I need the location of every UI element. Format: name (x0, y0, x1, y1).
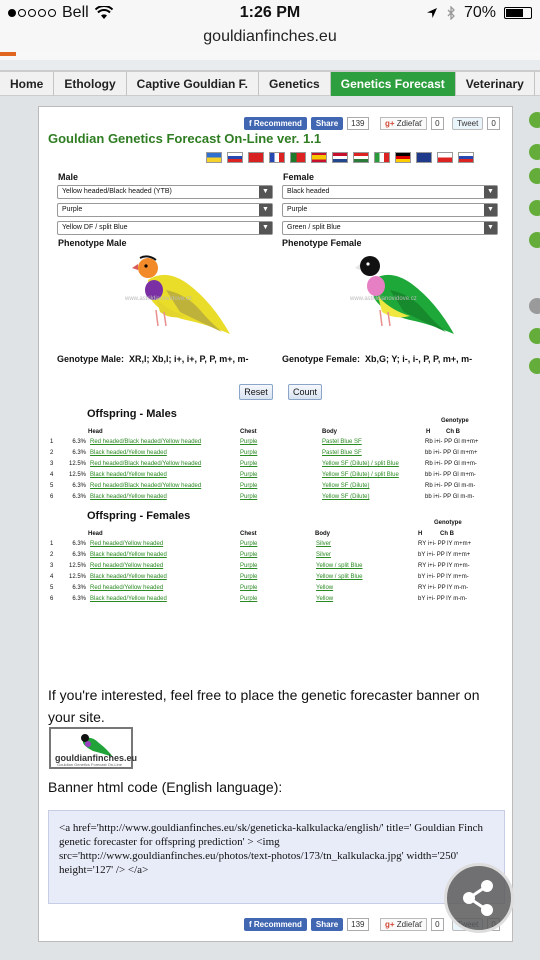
location-arrow-icon (426, 7, 438, 19)
row-genotype: RY i+i- PP lY m+m+ (418, 541, 472, 547)
flag-hungary-icon[interactable] (353, 152, 369, 163)
chevron-down-icon: ▼ (484, 204, 497, 216)
female-head-select[interactable]: Black headed ▼ (282, 185, 498, 199)
row-number: 1 (50, 541, 54, 547)
flag-turkey-icon[interactable] (248, 152, 264, 163)
row-chest[interactable]: Purple (240, 585, 258, 591)
male-head-select[interactable]: Yellow headed/Black headed (YTB) ▼ (57, 185, 273, 199)
banner-code-box[interactable]: <a href='http://www.gouldianfinches.eu/sk/geneticka-kalkulacka/english/' title=' Gouldian Finch genetic forecaster for offspring prediction' > <img src='http://www.gouldianfinches.eu/photos/text-photos/173/tn_kalkulacka.jpg' width='250' height='127' /> </a> (48, 810, 505, 904)
row-head[interactable]: Black headed/Yellow headed (90, 574, 167, 580)
row-body[interactable]: Yellow (316, 596, 334, 602)
row-number: 3 (50, 461, 54, 467)
body-header: Body (322, 429, 337, 435)
flag-italy-icon[interactable] (374, 152, 390, 163)
flag-spain-icon[interactable] (311, 152, 327, 163)
row-percent: 6.3% (72, 494, 86, 500)
row-number: 6 (50, 596, 54, 602)
row-chest[interactable]: Purple (240, 483, 258, 489)
row-percent: 12.5% (68, 563, 86, 569)
row-genotype: RY i+i- PP lY m-m- (418, 585, 469, 591)
row-genotype: Rb i+i- PP Gl m+m- (425, 461, 477, 467)
row-head[interactable]: Black headed/Yellow headed (90, 450, 167, 456)
flag-poland-icon[interactable] (437, 152, 453, 163)
banner-logo-text: gouldianfinches.eu (55, 753, 138, 763)
row-number: 5 (50, 483, 54, 489)
gplus-bar-top (380, 117, 444, 130)
flag-slovakia-icon[interactable] (458, 152, 474, 163)
row-number: 6 (50, 494, 54, 500)
row-percent: 12.5% (68, 574, 86, 580)
row-percent: 12.5% (68, 461, 86, 467)
genotype-header: Genotype (434, 520, 462, 526)
bullet-icon[interactable] (529, 112, 540, 128)
status-right (426, 4, 532, 22)
main-nav (0, 70, 540, 96)
nav-genetics-forecast[interactable]: Genetics Forecast (331, 72, 456, 96)
chb-header: Ch B (446, 429, 460, 435)
row-head[interactable]: Red headed/Black headed/Yellow headed (90, 483, 202, 489)
phenotype-male-label: Phenotype Male (58, 238, 127, 248)
chest-header: Chest (240, 531, 257, 537)
row-chest[interactable]: Purple (240, 472, 258, 478)
nav-ethology[interactable]: Ethology (54, 72, 126, 96)
social-bar-top (244, 117, 369, 130)
flag-russia-icon[interactable] (227, 152, 243, 163)
flag-netherlands-icon[interactable] (332, 152, 348, 163)
row-genotype: bY i+i- PP lY m+m- (418, 574, 469, 580)
row-chest[interactable]: Purple (240, 574, 258, 580)
row-head[interactable]: Black headed/Yellow headed (90, 596, 167, 602)
row-chest[interactable]: Purple (240, 450, 258, 456)
bullet-icon[interactable] (529, 298, 540, 314)
nav-home[interactable]: Home (0, 72, 54, 96)
flag-portugal-icon[interactable] (290, 152, 306, 163)
fb-share-button[interactable]: Share (311, 918, 343, 931)
language-flags (206, 152, 474, 163)
head-header: Head (88, 531, 103, 537)
row-head[interactable]: Black headed/Yellow headed (90, 494, 167, 500)
bullet-icon[interactable] (529, 200, 540, 216)
row-body[interactable]: Yellow SF (Dilute) / split Blue (322, 472, 399, 478)
row-chest[interactable]: Purple (240, 541, 258, 547)
social-bar-bottom (244, 918, 369, 931)
row-percent: 6.3% (72, 585, 86, 591)
bullet-icon[interactable] (529, 168, 540, 184)
male-label: Male (58, 172, 79, 182)
flag-france-icon[interactable] (269, 152, 285, 163)
flag-uk-icon[interactable] (416, 152, 432, 163)
banner-code-label: Banner html code (English language): (48, 779, 283, 795)
row-genotype: Rb i+i- PP Gl m+m+ (425, 439, 479, 445)
flag-germany-icon[interactable] (395, 152, 411, 163)
battery-icon (504, 7, 532, 19)
row-chest[interactable]: Purple (240, 494, 258, 500)
battery-percent: 70% (463, 4, 496, 21)
row-body[interactable]: Pastel Blue SF (322, 450, 362, 456)
row-body[interactable]: Yellow SF (Dilute) (322, 483, 370, 489)
row-number: 2 (50, 552, 54, 558)
chevron-down-icon: ▼ (259, 186, 272, 198)
bullet-icon[interactable] (529, 144, 540, 160)
status-time: 1:26 PM (239, 4, 301, 21)
row-percent: 12.5% (68, 472, 86, 478)
fb-count: 139 (347, 117, 368, 130)
url-text[interactable]: gouldianfinches.eu (203, 28, 337, 45)
fb-count: 139 (347, 918, 368, 931)
female-label: Female (283, 172, 315, 182)
page-title: Gouldian Genetics Forecast On-Line ver. 1.1 (48, 131, 322, 146)
tweet-button[interactable]: Tweet (452, 117, 483, 130)
row-percent: 6.3% (72, 450, 86, 456)
gplus-share-button[interactable]: g+ Zdieľať (380, 117, 427, 130)
genotype-female: Genotype Female: Xb,G; Y; i-, i-, P, P, m+, m- (282, 354, 473, 364)
status-bar (0, 0, 540, 26)
bullet-icon[interactable] (529, 358, 540, 374)
row-chest[interactable]: Purple (240, 439, 258, 445)
row-body[interactable]: Yellow / split Blue (316, 574, 363, 580)
row-chest[interactable]: Purple (240, 563, 258, 569)
head-header: Head (88, 429, 103, 435)
row-genotype: bb i+i- PP Gl m-m- (425, 494, 475, 500)
chest-header: Chest (240, 429, 257, 435)
row-body[interactable]: Yellow (316, 585, 334, 591)
count-button[interactable]: Count (288, 384, 322, 400)
male-body-select[interactable]: Yellow DF / split Blue ▼ (57, 221, 273, 235)
row-body[interactable]: Pastel Blue SF (322, 439, 362, 445)
row-percent: 6.3% (72, 596, 86, 602)
row-body[interactable]: Yellow SF (Dilute) / split Blue (322, 461, 399, 467)
row-number: 1 (50, 439, 54, 445)
chevron-down-icon: ▼ (259, 222, 272, 234)
gplus-count: 0 (431, 117, 443, 130)
offspring-females-title: Offspring - Females (87, 510, 191, 522)
flag-ukraine-icon[interactable] (206, 152, 222, 163)
row-chest[interactable]: Purple (240, 552, 258, 558)
row-head[interactable]: Red headed/Black headed/Yellow headed (90, 461, 202, 467)
banner-thumbnail[interactable] (49, 727, 138, 769)
offspring-males-title: Offspring - Males (87, 408, 177, 420)
h-header: H (426, 429, 431, 435)
floating-share-button[interactable] (444, 863, 514, 933)
row-percent: 6.3% (72, 483, 86, 489)
male-bird-image (126, 250, 236, 340)
row-head[interactable]: Black headed/Yellow headed (90, 472, 167, 478)
row-genotype: RY i+i- PP lY m+m- (418, 563, 470, 569)
interest-text: If you're interested, feel free to place the genetic forecaster banner on your site. (48, 687, 480, 725)
watermark-male: www.astrildianovidove.cz (125, 296, 192, 302)
fb-recommend-button[interactable]: f Recommend (244, 117, 307, 130)
female-body-select[interactable]: Green / split Blue ▼ (282, 221, 498, 235)
fb-recommend-button[interactable]: f Recommend (244, 918, 307, 931)
watermark-female: www.astrildianovidove.cz (350, 296, 417, 302)
tweet-count: 0 (487, 117, 499, 130)
row-number: 4 (50, 574, 54, 580)
page-load-progress (0, 52, 540, 56)
row-body[interactable]: Yellow / split Blue (316, 563, 363, 569)
gplus-bar-bottom (380, 918, 444, 931)
row-chest[interactable]: Purple (240, 596, 258, 602)
banner-subtitle: Gouldian Genetics Forecast On-Line (57, 762, 122, 767)
genotype-male: Genotype Male: XR,l; Xb,l; i+, i+, P, P, m+, m- (57, 354, 249, 364)
bluetooth-icon (446, 6, 456, 20)
chevron-down-icon: ▼ (484, 186, 497, 198)
female-bird-image (350, 250, 460, 340)
row-percent: 6.3% (72, 439, 86, 445)
gplus-count: 0 (431, 918, 443, 931)
row-genotype: bY i+i- PP lY m-m- (418, 596, 468, 602)
male-chest-select[interactable]: Purple ▼ (57, 203, 273, 217)
row-genotype: bb i+i- PP Gl m+m- (425, 472, 476, 478)
female-chest-select[interactable]: Purple ▼ (282, 203, 498, 217)
row-percent: 6.3% (72, 552, 86, 558)
nav-captive-gouldian[interactable]: Captive Gouldian F. (127, 72, 259, 96)
genotype-header: Genotype (441, 418, 469, 424)
reset-button[interactable]: Reset (239, 384, 273, 400)
chevron-down-icon: ▼ (259, 204, 272, 216)
h-header: H (418, 531, 423, 537)
share-icon (447, 866, 511, 930)
fb-share-button[interactable]: Share (311, 117, 343, 130)
row-number: 4 (50, 472, 54, 478)
row-head[interactable]: Red headed/Yellow headed (90, 563, 164, 569)
row-head[interactable]: Red headed/Black headed/Yellow headed (90, 439, 202, 445)
chevron-down-icon: ▼ (484, 222, 497, 234)
row-head[interactable]: Red headed/Yellow headed (90, 585, 164, 591)
row-number: 3 (50, 563, 54, 569)
row-genotype: bY i+i- PP lY m+m+ (418, 552, 471, 558)
bullet-icon[interactable] (529, 328, 540, 344)
nav-genetics[interactable]: Genetics (259, 72, 331, 96)
row-genotype: Rb i+i- PP Gl m-m- (425, 483, 476, 489)
row-head[interactable]: Red headed/Yellow headed (90, 541, 164, 547)
tweet-bar-top (452, 117, 500, 130)
row-body[interactable]: Yellow SF (Dilute) (322, 494, 370, 500)
bullet-icon[interactable] (529, 232, 540, 248)
row-head[interactable]: Black headed/Yellow headed (90, 552, 167, 558)
chb-header: Ch B (440, 531, 454, 537)
nav-veterinary[interactable]: Veterinary (456, 72, 535, 96)
row-genotype: bb i+i- PP Gl m+m+ (425, 450, 478, 456)
body-header: Body (315, 531, 330, 537)
row-body[interactable]: Silver (316, 541, 332, 547)
row-number: 5 (50, 585, 54, 591)
row-number: 2 (50, 450, 54, 456)
row-body[interactable]: Silver (316, 552, 332, 558)
row-percent: 6.3% (72, 541, 86, 547)
carrier-label: Bell (62, 4, 89, 21)
phenotype-female-label: Phenotype Female (282, 238, 362, 248)
row-chest[interactable]: Purple (240, 461, 258, 467)
gplus-share-button[interactable]: g+ Zdieľať (380, 918, 427, 931)
